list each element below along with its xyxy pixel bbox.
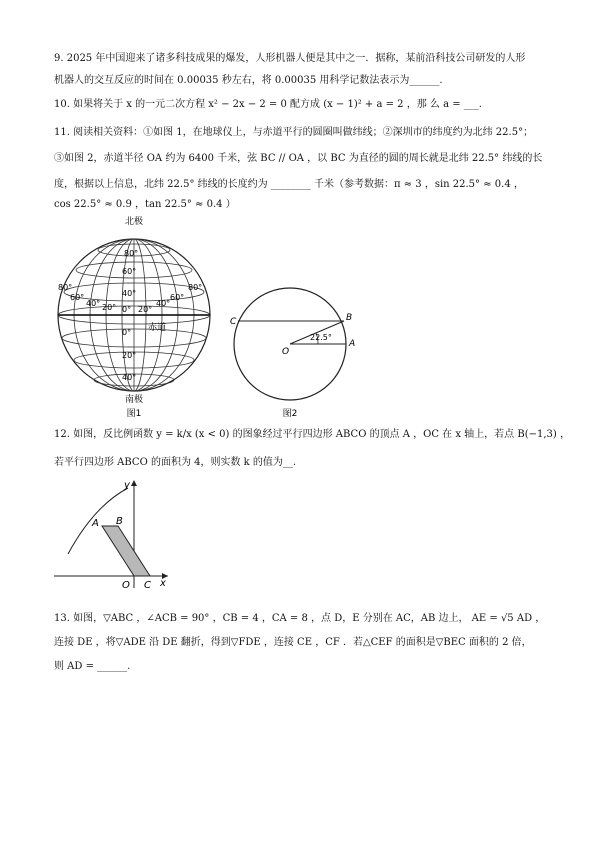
- lat-label: 40°: [122, 289, 137, 298]
- angle-label: 22.5°: [310, 333, 332, 342]
- lon-label: 40°: [156, 299, 171, 308]
- lon-label: 40°: [86, 299, 101, 308]
- q11-line-3: 度，根据以上信息，北纬 22.5° 纬线的长度约为 ________ 千米（参考数据：π ≈ 3 ，sin 22.5° ≈ 0.4 ，: [54, 179, 524, 190]
- lon-label: 20°: [102, 303, 117, 312]
- point-a-label: A: [349, 339, 356, 349]
- lat-label: 20°: [122, 351, 137, 360]
- q13-line-2: 连接 DE ，将▽ADE 沿 DE 翻折，得到▽FDE ，连接 CE ，CF ．若△CEF 的面积是▽BEC 面积的 2 倍，: [54, 637, 532, 648]
- equator-label: 赤道: [148, 323, 167, 333]
- circle-figure: [226, 280, 358, 420]
- q10-line-1: 10. 如果将关于 x 的一元二次方程 x² − 2x − 2 = 0 配方成 (x − 1)² + a = 2 ，那 么 a = ___.: [54, 99, 482, 110]
- lon-label: 60°: [170, 293, 185, 302]
- point-o-label: O: [282, 347, 290, 357]
- point-a-label: A: [92, 518, 99, 529]
- point-b-label: B: [346, 313, 353, 323]
- lat-label: 40°: [122, 373, 137, 382]
- lon-label: 80°: [58, 283, 73, 292]
- q9-line-1: 9. 2025 年中国迎来了诸多科技成果的爆发，人形机器人便是其中之一．据称，某前沿科技公司研发的人形: [54, 53, 526, 64]
- lon-label: 0°: [122, 305, 132, 314]
- point-b-label: B: [116, 516, 123, 527]
- q11-line-2: ③如图 2，赤道半径 OA 约为 6400 千米，弦 BC // OA ，以 BC 为直径的圆的周长就是北纬 22.5° 纬线的长: [54, 153, 543, 164]
- y-axis-label: y: [124, 480, 130, 491]
- x-axis-label: x: [160, 578, 166, 589]
- north-pole-label: 北极: [124, 217, 144, 227]
- lat-label: 60°: [122, 267, 137, 276]
- longitude-labels: [58, 283, 202, 314]
- q12-line-2: 若平行四边形 ABCO 的面积为 4，则实数 k 的值为__.: [54, 457, 297, 468]
- lon-label: 20°: [138, 305, 153, 314]
- parallelogram-abco: [102, 526, 150, 576]
- q13-line-1: 13. 如图，▽ABC ，∠ACB = 90° ，CB = 4 ，CA = 8 ，点 D，E 分别在 AC，AB 边上， AE = √5 AD ，: [54, 613, 546, 624]
- figure-1-caption: 图1: [126, 409, 142, 419]
- q11-line-4: cos 22.5° ≈ 0.9 ，tan 22.5° ≈ 0.4 ）: [54, 199, 236, 210]
- lat-label: 80°: [124, 249, 139, 258]
- q12-line-1: 12. 如图，反比例函数 y = k/x (x < 0) 的图象经过平行四边形 ABCO 的顶点 A ，OC 在 x 轴上，若点 B(−1,3) ，: [54, 429, 570, 440]
- south-pole-label: 南极: [124, 395, 144, 405]
- q11-line-1: 11. 阅读相关资料：①如图 1，在地球仪上，与赤道平行的圆圈叫做纬线；②深圳市的纬度约为北纬 22.5°；: [54, 127, 534, 138]
- lat-label: 0°: [122, 328, 132, 337]
- y-axis-arrow: [131, 480, 137, 486]
- lon-label: 60°: [70, 293, 85, 302]
- point-o-label: O: [122, 580, 130, 591]
- point-c-label: C: [144, 580, 151, 591]
- globe-figure: [56, 214, 212, 420]
- lon-label: 80°: [188, 283, 203, 292]
- parallelogram-figure: [54, 476, 174, 592]
- point-c-label: C: [230, 317, 237, 327]
- q9-line-2: 机器人的交互反应的时间在 0.00035 秒左右，将 0.00035 用科学记数法表示为______.: [54, 75, 443, 86]
- figure-2-caption: 图2: [282, 409, 298, 419]
- q13-line-3: 则 AD = ______.: [54, 661, 131, 672]
